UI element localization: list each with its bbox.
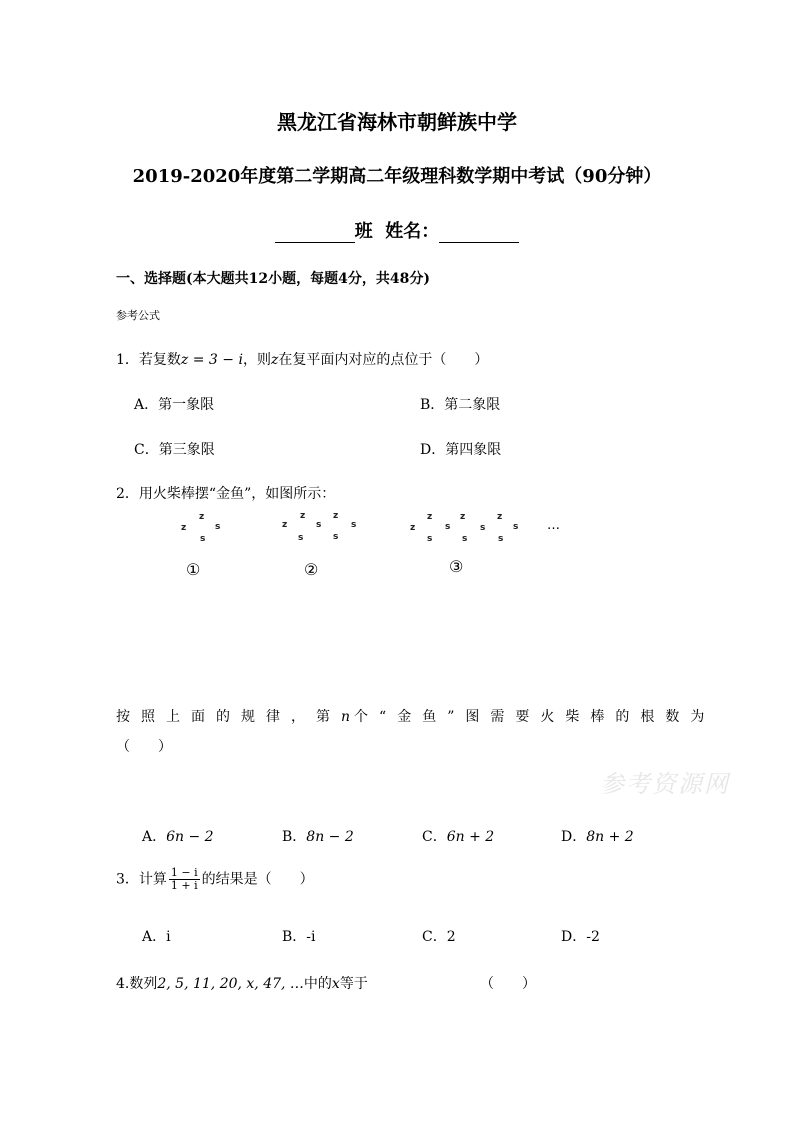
figure-label-2: ② — [304, 560, 319, 579]
svg-text:z: z — [181, 523, 187, 533]
q2-option-c-letter: C． — [422, 829, 447, 845]
q1-formula: z = 3 − i — [180, 352, 243, 368]
q2-option-a-expr: 6n − 2 — [166, 829, 214, 845]
q3-option-d[interactable]: D．-2 — [561, 929, 600, 945]
q2-option-d-expr: 8n + 2 — [586, 829, 634, 845]
svg-text:s: s — [298, 533, 304, 543]
q1-option-c[interactable]: C．第三象限 — [134, 442, 215, 458]
svg-text:s: s — [200, 534, 206, 544]
q1-var: z — [270, 352, 279, 368]
svg-text:s: s — [427, 534, 433, 544]
svg-text:s: s — [462, 534, 468, 544]
school-title: 黑龙江省海林市朝鲜族中学 — [277, 110, 517, 134]
question-3 — [116, 867, 314, 892]
q2-answer-paren[interactable]: （ ） — [116, 739, 172, 755]
q3-text-b: 的结果是（ ） — [201, 871, 314, 888]
q4-text-b: 中的 — [303, 976, 332, 992]
figure-ellipsis: … — [547, 518, 560, 533]
fish-figure-1 — [181, 512, 220, 544]
q2-option-b[interactable] — [282, 826, 354, 846]
q3-option-a[interactable]: A．i — [142, 929, 171, 945]
svg-text:z: z — [410, 523, 416, 533]
svg-text:z: z — [497, 512, 503, 522]
q4-text-a: 4.数列 — [116, 976, 158, 992]
q1-option-d[interactable]: D．第四象限 — [420, 442, 502, 458]
question-4 — [116, 973, 368, 993]
q2-option-c-expr: 6n + 2 — [446, 829, 495, 845]
q3-number: 3． — [116, 871, 139, 888]
q1-option-b[interactable]: B．第二象限 — [420, 397, 501, 413]
q2-body-a: 按照上面的规律，第 — [116, 709, 341, 725]
figure-label-3: ③ — [449, 557, 464, 576]
q2-option-b-letter: B． — [282, 829, 307, 845]
svg-text:s: s — [333, 532, 339, 542]
svg-text:s: s — [445, 522, 451, 532]
q2-body-b: 个“金鱼”图需要火柴棒的根数为 — [354, 709, 716, 725]
q2-body — [116, 706, 715, 726]
svg-text:z: z — [199, 512, 205, 522]
q4-text-c: 等于 — [339, 976, 368, 992]
svg-text:s: s — [316, 520, 322, 530]
class-label: 班 — [354, 221, 373, 242]
svg-text:s: s — [498, 534, 504, 544]
svg-text:z: z — [427, 512, 433, 522]
q3-option-c[interactable]: C．2 — [422, 929, 456, 945]
q4-var: x — [331, 976, 340, 992]
q1-text-a: 若复数 — [138, 352, 181, 368]
q3-denominator: 1 + i — [170, 879, 198, 892]
svg-text:z: z — [333, 511, 339, 521]
q3-text-a: 计算 — [138, 871, 167, 888]
class-blank[interactable] — [275, 224, 355, 243]
q2-option-d-letter: D． — [561, 829, 587, 845]
q3-fraction — [169, 867, 200, 892]
section-title: 一、选择题(本大题共12小题，每题4分，共48分) — [116, 271, 430, 287]
q1-number: 1． — [116, 352, 139, 368]
q1-option-a[interactable]: A．第一象限 — [134, 397, 215, 413]
q4-answer-paren[interactable]: （ ） — [480, 976, 536, 992]
class-name-line — [0, 217, 794, 243]
q2-text: 用火柴棒摆“金鱼”，如图所示： — [138, 486, 336, 502]
reference-formula-note: 参考公式 — [116, 309, 160, 322]
fish-figure-3 — [410, 512, 518, 544]
q1-text-b: ，则 — [242, 352, 271, 368]
watermark: 参考资源网 — [600, 770, 730, 798]
name-label: 姓名： — [385, 221, 440, 242]
svg-text:z: z — [282, 520, 288, 530]
fish-figure-2 — [282, 511, 356, 543]
svg-text:s: s — [351, 520, 357, 530]
question-1 — [116, 349, 488, 369]
goldfish-figure — [170, 505, 570, 550]
q2-option-d[interactable] — [561, 826, 634, 846]
exam-title: 2019-2020年度第二学期高二年级理科数学期中考试（90分钟） — [132, 166, 662, 187]
q4-sequence: 2, 5, 11, 20, x, 47, … — [157, 976, 304, 992]
name-blank[interactable] — [439, 224, 519, 243]
q3-option-b[interactable]: B．-i — [282, 929, 316, 945]
q2-option-a-letter: A． — [142, 829, 167, 845]
svg-text:z: z — [460, 512, 466, 522]
svg-text:s: s — [513, 522, 519, 532]
svg-text:s: s — [480, 523, 486, 533]
q3-numerator: 1 − i — [170, 866, 198, 879]
svg-text:z: z — [300, 511, 306, 521]
figure-label-1: ① — [186, 560, 201, 579]
q2-var: n — [341, 709, 355, 725]
q2-option-a[interactable] — [142, 826, 214, 846]
q2-option-b-expr: 8n − 2 — [306, 829, 354, 845]
svg-text:s: s — [215, 522, 221, 532]
q1-text-c: 在复平面内对应的点位于（ ） — [278, 352, 489, 368]
q2-number: 2． — [116, 486, 139, 502]
q2-option-c[interactable] — [422, 826, 494, 846]
question-2 — [116, 483, 335, 503]
